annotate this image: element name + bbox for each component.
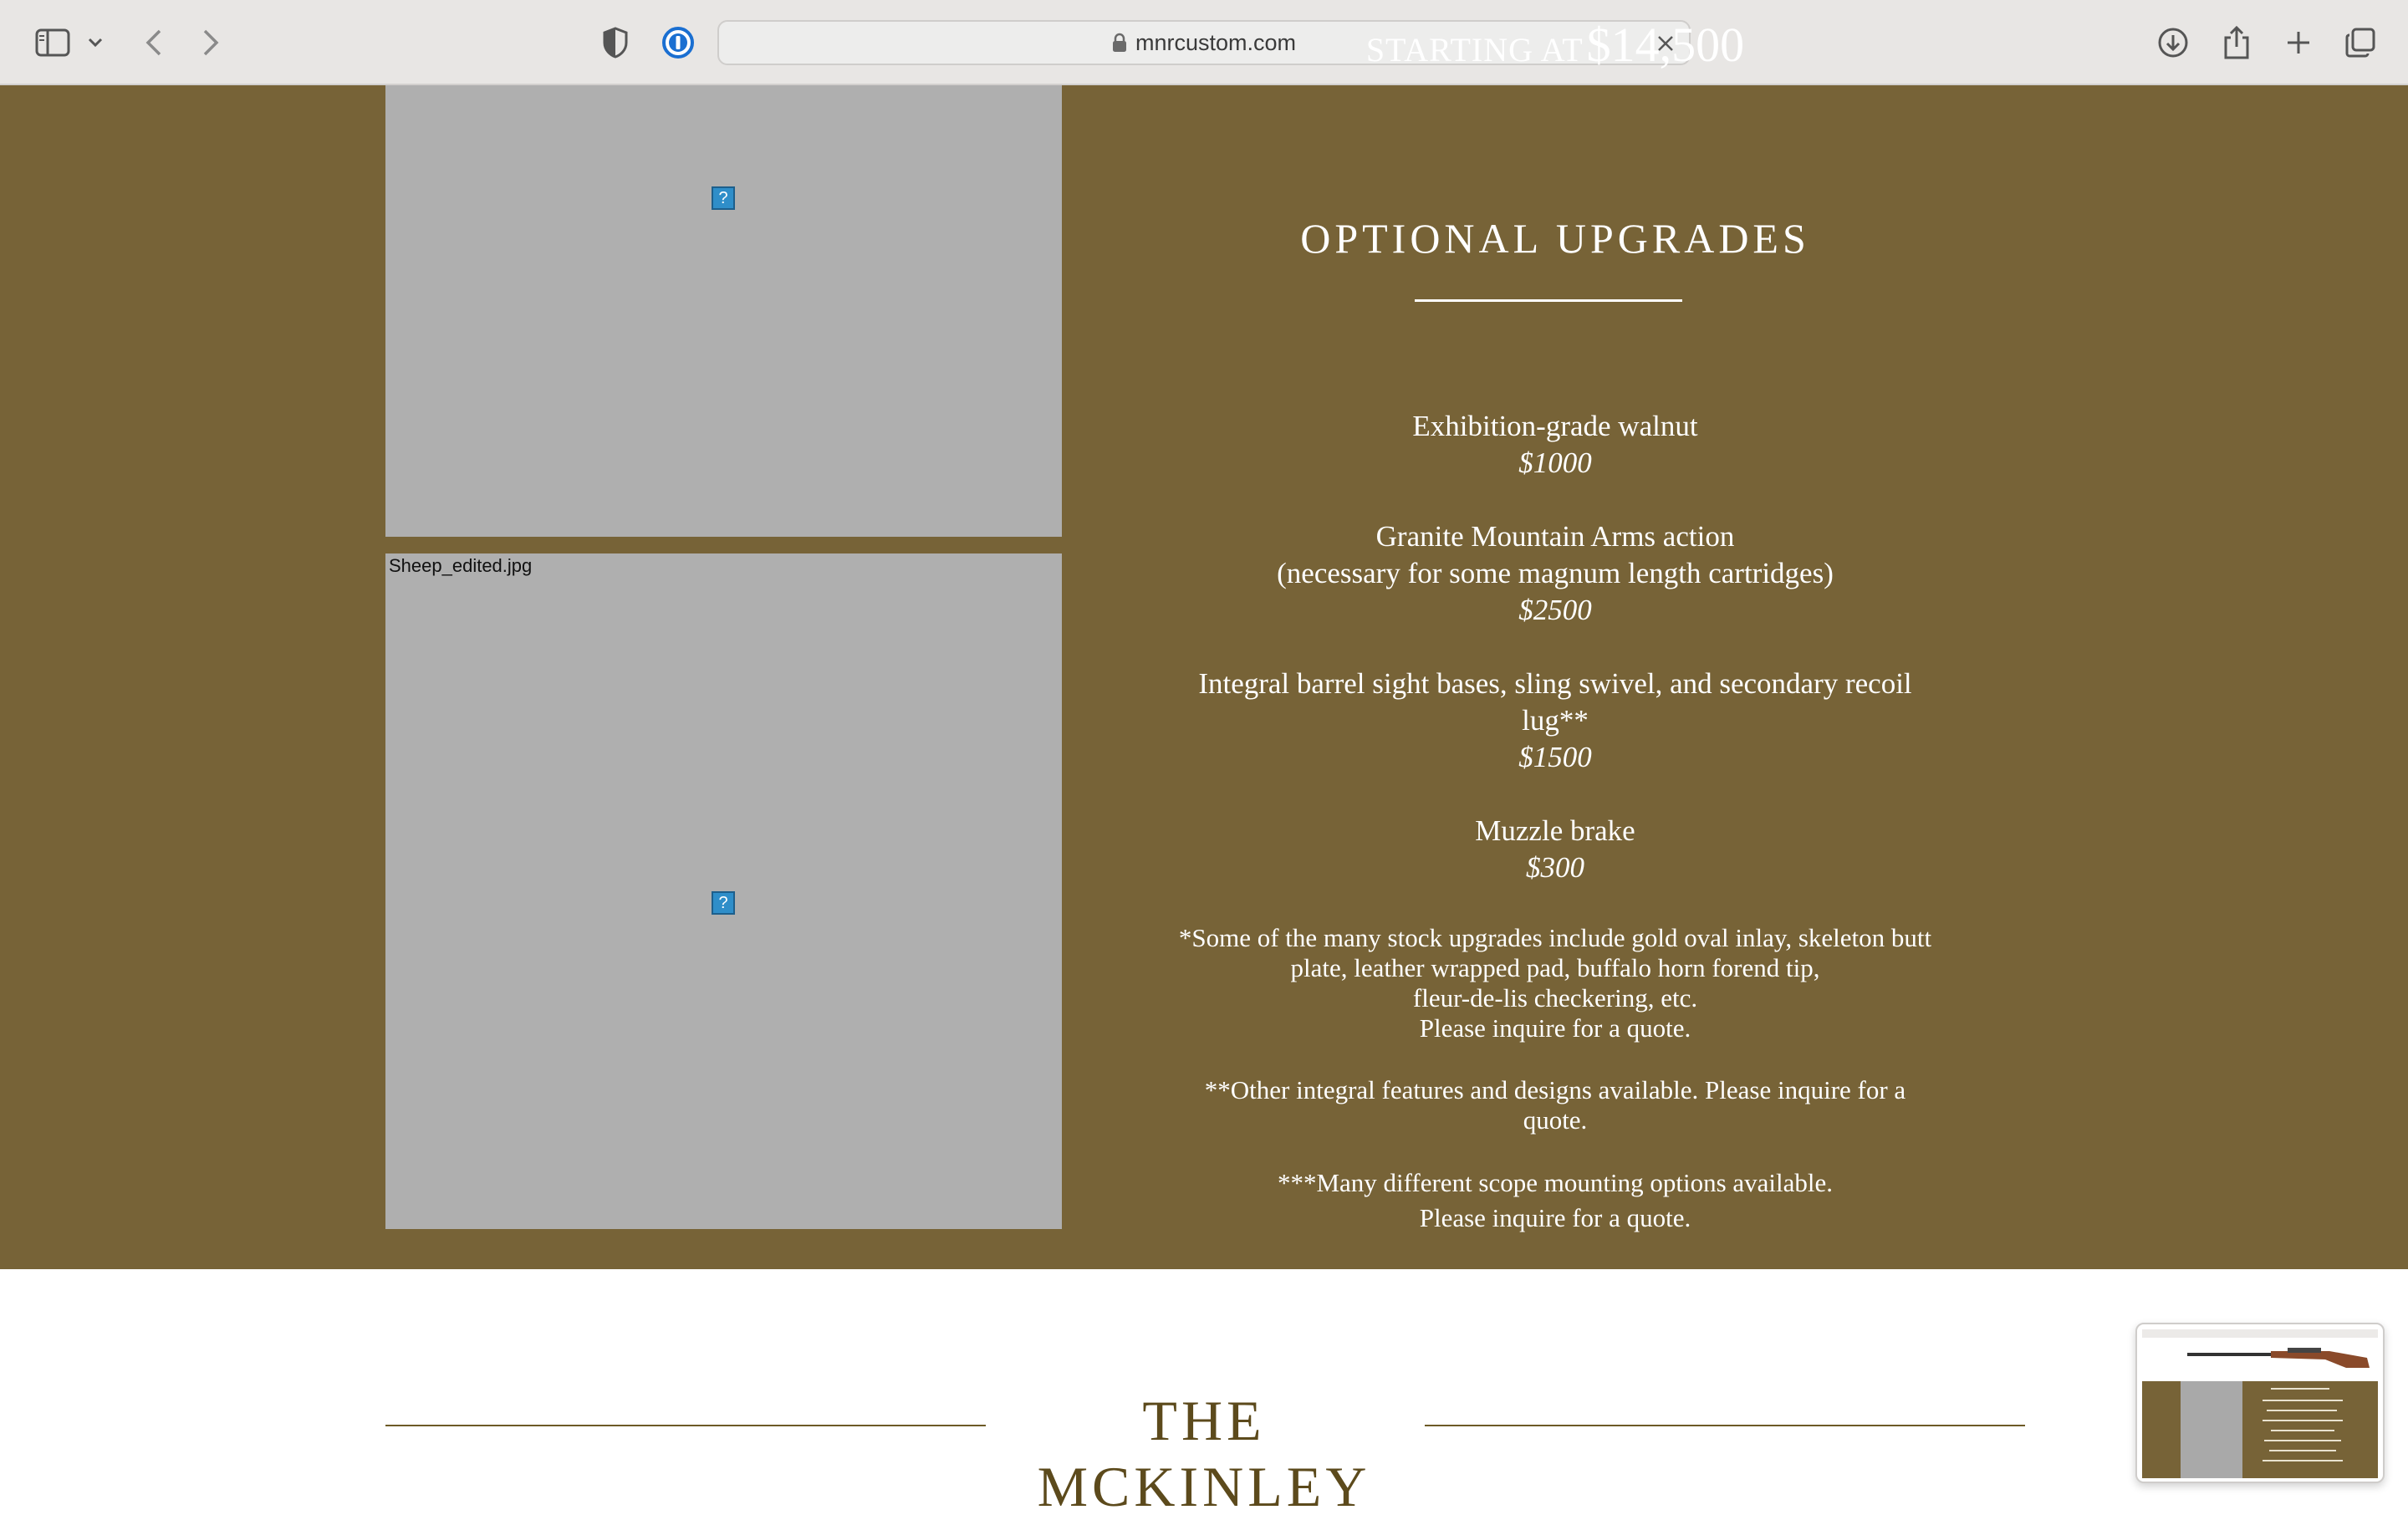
section-title: THE MCKINLEY	[1037, 1389, 1371, 1518]
title-rule-right	[1425, 1425, 2025, 1426]
rifle-thumbnail-image	[2187, 1346, 2371, 1371]
upgrade-price: $300	[1526, 851, 1584, 884]
lock-icon	[1112, 33, 1127, 53]
password-manager-icon[interactable]	[661, 18, 696, 67]
footnote	[1137, 1075, 1973, 1135]
footnote-line: **Other integral features and designs available. Please inquire for a	[1204, 1075, 1906, 1104]
upgrade-price: $1500	[1518, 741, 1592, 773]
thumb-toolbar	[2142, 1329, 2378, 1338]
thumb-text-line	[2264, 1440, 2341, 1441]
footnote-line: Please inquire for a quote.	[1419, 1013, 1691, 1043]
footnote-line: quote.	[1523, 1105, 1588, 1135]
upgrade-item	[1137, 518, 1973, 629]
sidebar-icon[interactable]	[32, 18, 74, 67]
footnote-line: *Some of the many stock upgrades include gold oval inlay, skeleton butt	[1178, 923, 1932, 952]
footnote-line: ***Many different scope mounting options available.	[1277, 1168, 1834, 1197]
back-icon[interactable]	[139, 18, 169, 67]
upgrade-name: Muzzle brake	[1475, 814, 1635, 847]
download-icon[interactable]	[2155, 18, 2191, 67]
broken-image-icon: ?	[712, 186, 735, 210]
chevron-down-icon[interactable]	[84, 18, 107, 67]
upgrade-name: Integral barrel sight bases, sling swivel, and secondary recoil	[1198, 667, 1912, 700]
upgrades-heading: OPTIONAL UPGRADES	[1300, 215, 1810, 262]
title-rule-left	[385, 1425, 986, 1426]
broken-image-icon: ?	[712, 891, 735, 915]
upgrade-name-cont: lug**	[1522, 704, 1589, 737]
upgrade-detail: (necessary for some magnum length cartridges)	[1277, 557, 1834, 589]
upgrade-price: $2500	[1518, 594, 1592, 626]
footnote-line: Please inquire for a quote.	[1419, 1203, 1691, 1232]
tab-overview-icon[interactable]	[2343, 18, 2378, 67]
new-tab-icon[interactable]	[2281, 18, 2316, 67]
thumb-image-box	[2181, 1381, 2242, 1478]
image-alt-text: Sheep_edited.jpg	[389, 555, 533, 576]
thumb-text-line	[2263, 1420, 2343, 1421]
thumb-text-line	[2267, 1410, 2337, 1411]
footnote-line: fleur-de-lis checkering, etc.	[1412, 983, 1698, 1012]
heading-divider	[1415, 299, 1682, 302]
footnote	[1137, 923, 1973, 1043]
upgrade-item	[1137, 408, 1973, 482]
thumb-text-line	[2263, 1400, 2343, 1401]
starting-price	[1137, 17, 1973, 73]
upgrade-name: Exhibition-grade walnut	[1412, 410, 1698, 442]
page-preview-thumbnail[interactable]	[2135, 1323, 2385, 1483]
thumb-text-line	[2271, 1388, 2329, 1390]
thumb-olive-section	[2142, 1381, 2378, 1478]
share-icon[interactable]	[2219, 18, 2254, 67]
privacy-shield-icon[interactable]	[599, 18, 632, 67]
upgrade-item	[1137, 666, 1973, 776]
thumb-text-line	[2269, 1450, 2336, 1451]
starting-price-value: $14,500	[1586, 18, 1745, 72]
upgrade-item	[1137, 813, 1973, 886]
footnote	[1137, 1166, 1973, 1236]
upgrade-name: Granite Mountain Arms action	[1375, 520, 1735, 553]
starting-price-label: STARTING AT	[1365, 31, 1584, 69]
product-image-placeholder	[385, 85, 1062, 537]
thumb-text-line	[2263, 1460, 2343, 1461]
upgrade-price: $1000	[1518, 446, 1592, 479]
thumb-text-line	[2271, 1430, 2334, 1431]
sheep-image-placeholder	[385, 553, 1062, 1229]
footnote-line: plate, leather wrapped pad, buffalo horn forend tip,	[1290, 953, 1820, 982]
url-text: mnrcustom.com	[1135, 29, 1297, 55]
forward-icon[interactable]	[196, 18, 226, 67]
